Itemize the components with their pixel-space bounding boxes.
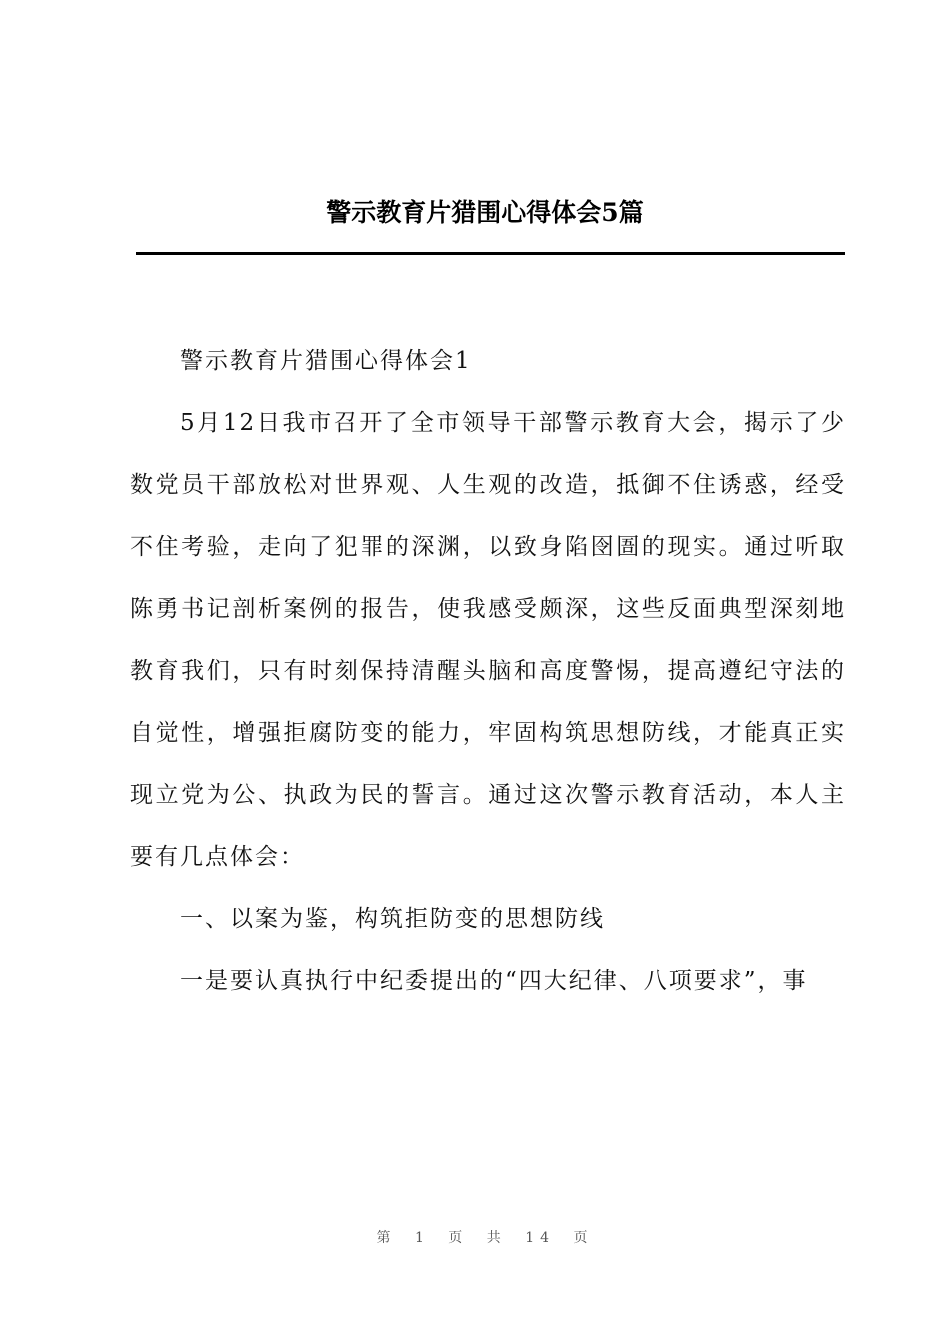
document-title: 警示教育片猎围心得体会5篇 [326, 198, 644, 227]
body-paragraph: 一是要认真执行中纪委提出的“四大纪律、八项要求”，事 [180, 968, 808, 994]
body-paragraph: 5月12日我市召开了全市领导干部警示教育大会，揭示了少数党员干部放松对世界观、人生观的改造，抵御不住诱惑，经受不住考验，走向了犯罪的深渊，以致身陷囹圄的现实。通过听取陈勇书记剖析案例的报告，使我感受颇深，这些反面典型深刻地教育我们，只有时刻保持清醒头脑和高度警惕，提高遵纪守法的自觉性，增强拒腐防变的能力，牢固构筑思想防线，才能真正实现立党为公、执政为民的誓言。通过这次警示教育活动，本人主要有几点体会： [130, 410, 846, 870]
title-underline [136, 252, 845, 255]
subsection-heading: 一、以案为鉴，构筑拒防变的思想防线 [180, 906, 605, 932]
document-body [130, 330, 846, 1012]
page-number-footer: 第 1 页 共 14 页 [376, 1230, 594, 1246]
section-heading: 警示教育片猎围心得体会1 [180, 348, 472, 374]
